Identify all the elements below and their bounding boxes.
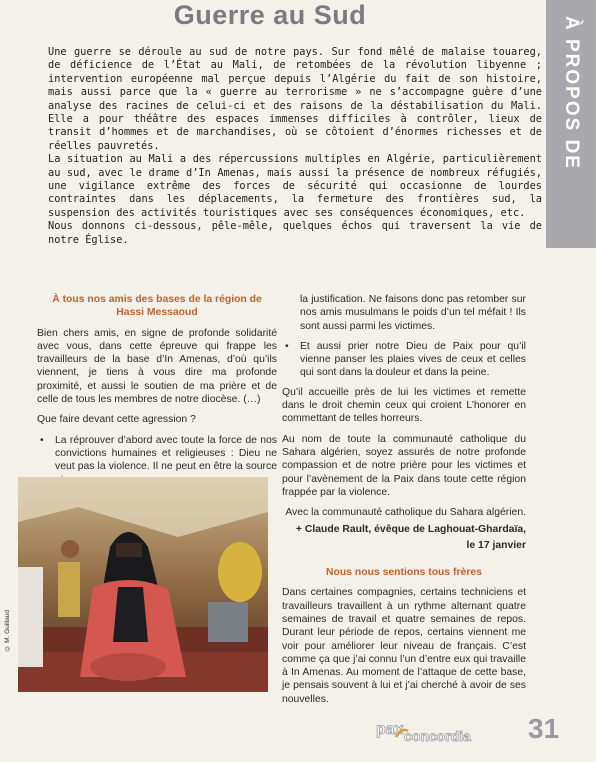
side-section-tab — [546, 0, 596, 248]
intro-paragraph-3: Nous donnons ci-dessous, pêle-mêle, quelques échos qui traversent la vie de notre Église. — [48, 220, 542, 246]
left-column — [37, 293, 277, 493]
page-title: Guerre au Sud — [173, 0, 367, 30]
community-paragraph: Au nom de toute la communauté catholique du Sahara algérien, soyez assurés de notre profonde compassion et de notre prière pour les victimes et pour l’avènement de la Paix dans toute cette région frappée par la violence. — [282, 433, 526, 498]
logo-pax-text: pax — [376, 721, 404, 738]
intro-paragraph-1: Une guerre se déroule au sud de notre pays. Sur fond mêlé de malaise touareg, de déficience de l’État au Mali, de retombées de la révolution libyenne ; intervention européenne mal perçue depuis l’Algérie du fait de son histoire, mais aussi parce que la « guerre au terrorisme » ne s’accompagne guère d’une analyse des racines de celui-ci et des raisons de la déstabilisation du Mali. Elle a pour théâtre des espaces immenses difficiles à contrôler, lieux de transit d’hommes et de marchandises, où se côtoient d’énormes richesses et de réelles pauvretés. — [48, 46, 542, 152]
pax-concordia-logo — [376, 721, 500, 745]
bullet-text-2: Et aussi prier notre Dieu de Paix pour qu’il vienne panser les plaies vives de ceux et celles qui sont dans la douleur et dans la peine. — [300, 340, 526, 379]
signature-line-2: le 17 janvier — [466, 539, 526, 551]
right-column — [282, 293, 526, 713]
page-number: 31 — [528, 713, 560, 744]
prayer-paragraph: Qu’il accueille près de lui les victimes et remette dans le droit chemin ceux qui croient L’honorer en commettant de telles horreurs. — [282, 386, 526, 425]
section-heading-hassi-messaoud: À tous nos amis des bases de la région de Hassi Messaoud — [52, 294, 262, 319]
photo-illustration — [18, 477, 268, 692]
bullet-text-1: La réprouver d’abord avec toute la force de nos convictions humaines et religieuses : Dieu ne veut pas la violence. Il ne peut en être la source — [55, 434, 277, 473]
bullet-mark: • — [40, 434, 44, 446]
photo-people-in-tent — [18, 477, 268, 692]
bullet-item-2 — [282, 340, 526, 380]
logo-concordia-text: concordia — [404, 728, 471, 744]
bullet-mark: • — [285, 340, 289, 352]
intro-text — [48, 46, 542, 247]
photo-credit: © M. Guillaud — [4, 610, 11, 652]
bullet-text-1-continued: la justification. Ne faisons donc pas retomber sur nos amis musulmans le poids d’un tel méfait ! Ils sont aussi parmi les victimes. — [300, 294, 526, 332]
signature-line-1: + Claude Rault, évêque de Laghouat-Ghardaïa, — [295, 524, 526, 536]
closing-line: Avec la communauté catholique du Sahara algérien. — [285, 507, 526, 519]
section-heading-freres: Nous nous sentions tous frères — [326, 567, 482, 579]
question-line: Que faire devant cette agression ? — [37, 414, 196, 426]
side-tab-label: À PROPOS DE — [561, 16, 582, 170]
intro-paragraph-2: La situation au Mali a des répercussions multiples en Algérie, particulièrement au sud, avec le drame d’In Amenas, mais aussi la présence de nombreux réfugiés, une vigilance extrême des forces de sécurité qui occasionne de lourdes contraintes dans les déplacements, la fermeture des frontières sud, la suspension des activités touristiques avec ses conséquences économiques, etc. — [48, 153, 542, 219]
testimony-paragraph: Dans certaines compagnies, certains techniciens et travailleurs travaillent à un rythme alternant quatre semaines de travail et quatre semaines de repos. Durant leur période de repos, certains viennent me voir pour améliorer leur niveau de français. C’est comme ça que j’ai connu l’un d’entre eux qui travaille à In Amenas. Au moment de l’attaque de cette base, je pensais souvent à lui et j’ai cherché à avoir de ses nouvelles. — [282, 587, 526, 705]
letter-paragraph: Bien chers amis, en signe de profonde solidarité avec vous, dans cette épreuve qui frappe les travailleurs de la base d’In Amenas, d’où qu’ils viennent, je tiens à vous dire ma profonde proximité, et aussi le soutien de ma prière et de celle de tous les membres de notre diocèse. (…) — [37, 327, 277, 406]
